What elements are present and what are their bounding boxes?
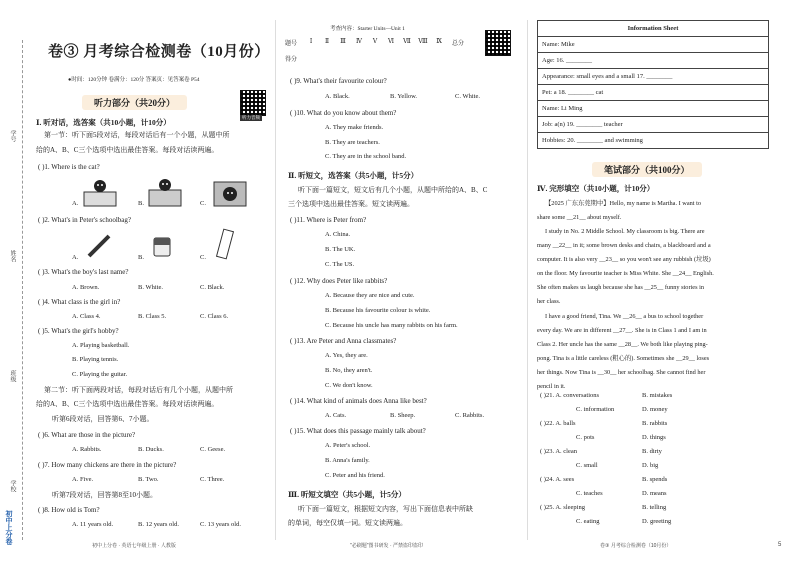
q1-option-a: A. <box>72 200 79 207</box>
ruler-image <box>212 228 240 260</box>
q12-option-c: C. Because his uncle has many rabbits on his farm. <box>325 322 458 329</box>
q14-option-b: B. Sheep. <box>390 412 416 419</box>
writing-header: 笔试部分（共100分） <box>592 162 702 177</box>
exam-meta: ●时间：120分钟 卷满分：120分 答案页：见答案卷 P54 <box>68 77 200 83</box>
gutter-school: 学校 <box>9 480 15 492</box>
q21-option-b: B. mistakes <box>642 392 673 399</box>
p1-line-1: 【2025 广东东莞期中】Hello, my name is Martha. I want to <box>545 200 702 207</box>
question-23: ( )23. A. clean <box>540 448 578 455</box>
q8-option-b: B. 12 years old. <box>138 521 179 528</box>
qr-code-2[interactable] <box>485 30 511 56</box>
gutter-class: 班级 <box>9 370 15 382</box>
score-col-2: Ⅱ <box>324 39 330 45</box>
q7-option-a: A. Five. <box>72 476 94 483</box>
binding-line <box>22 40 23 540</box>
s2-instr-b: 三个选项中选出最佳答案。短文读两遍。 <box>288 200 414 208</box>
info-title: Information Sheet <box>538 21 769 37</box>
eraser-image <box>148 232 176 260</box>
q11-option-b: B. The UK. <box>325 246 356 253</box>
page-number: 5 <box>778 542 782 548</box>
q5-option-a: A. Playing basketball. <box>72 342 130 349</box>
q15-option-b: B. Anna's family. <box>325 457 370 464</box>
score-table-head <box>285 38 469 47</box>
score-row-label: 得分 <box>285 57 298 63</box>
q22-option-b: B. rabbits <box>642 420 668 427</box>
section-2-title: Ⅱ. 听短文，选答案（共5小题，计5分） <box>288 171 419 180</box>
q2-option-c: C. <box>200 254 206 261</box>
qr-label: 听力音频 <box>242 115 260 120</box>
q24-option-b: B. spends <box>642 476 668 483</box>
right-footer: 卷③ 月考综合检测卷（10月份） <box>600 543 672 549</box>
q22-option-c: C. pots <box>576 434 595 441</box>
q1-option-c: C. <box>200 200 206 207</box>
exam-title: 卷③ 月考综合检测卷（10月份） <box>48 44 270 60</box>
cat-box-image-a <box>80 178 120 208</box>
section-1-title: Ⅰ. 听对话，选答案（共10小题，计10分） <box>36 118 171 127</box>
question-7: ( )7. How many chickens are there in the picture? <box>38 461 177 469</box>
info-row-age: Age: 16. ________ <box>538 53 769 69</box>
p2-line-4: pong. Tina is a little careless (粗心的). Sometimes she __29__ loses <box>537 355 710 362</box>
question-8: ( )8. How old is Tom? <box>38 506 100 514</box>
q8-option-a: A. 11 years old. <box>72 521 114 528</box>
question-9: ( )9. What's their favourite colour? <box>290 77 387 85</box>
middle-footer: "必刷题"图书研发 · 严禁盗印盗印 <box>350 543 423 549</box>
p2-line-5: her things. Now Tina is __30__ her schoolbag. She cannot find her <box>537 369 706 376</box>
question-3: ( )3. What's the boy's last name? <box>38 268 129 276</box>
q12-option-a: A. Because they are nice and cute. <box>325 292 415 299</box>
question-5: ( )5. What's the girl's hobby? <box>38 327 119 335</box>
q14-option-a: A. Cats. <box>325 412 347 419</box>
q23-option-b: B. dirty <box>642 448 662 455</box>
score-col-5: Ⅴ <box>372 39 378 45</box>
section-4-title: Ⅳ. 完形填空（共10小题，计10分） <box>537 184 655 193</box>
gutter-name: 姓名 <box>9 250 15 262</box>
q10-option-b: B. They are teachers. <box>325 139 380 146</box>
score-col-1: Ⅰ <box>309 39 313 45</box>
info-row-job: Job: a(n) 19. ________ teacher <box>538 117 769 133</box>
s3-instr-a: 听下面一篇短文，根据短文内容，写出下面信息表中所缺 <box>298 505 473 513</box>
q10-option-c: C. They are in the school band. <box>325 153 407 160</box>
q5-option-c: C. Playing the guitar. <box>72 371 128 378</box>
q24-option-d: D. means <box>642 490 667 497</box>
q13-option-b: B. No, they aren't. <box>325 367 373 374</box>
info-row-hobbies: Hobbies: 20. ________ and swimming <box>538 133 769 149</box>
question-2: ( )2. What's in Peter's schoolbag? <box>38 216 131 224</box>
column-divider-2 <box>527 20 528 540</box>
q14-option-c: C. Rabbits. <box>455 412 485 419</box>
score-col-4: Ⅳ <box>356 39 362 45</box>
p2-line-3: Class 2. Her uncle has the same __28__. We both like playing ping- <box>537 341 708 348</box>
q13-option-a: A. Yes, they are. <box>325 352 368 359</box>
question-21: ( )21. A. conversations <box>540 392 600 399</box>
q4-option-a: A. Class 4. <box>72 313 101 320</box>
column-divider-1 <box>275 20 276 540</box>
score-col-label: 题号 <box>285 41 298 47</box>
p2-line-1: I have a good friend, Tina. We __26__ a bus to school together <box>545 313 704 320</box>
s3-instr-b: 的单词，每空仅填一词。短文读两遍。 <box>288 519 407 527</box>
question-10: ( )10. What do you know about them? <box>290 109 397 117</box>
q2-option-a: A. <box>72 254 79 261</box>
info-row-appearance: Appearance: small eyes and a small 17. ________ <box>538 69 769 85</box>
left-footer: 初中上分卷 · 英语七年级上册 · 人教版 <box>92 543 176 549</box>
s2-instr-a: 听下面一篇短文，短文后有几个小题，从题中所给的A、B、C <box>298 186 488 194</box>
brand-logo: 初中上分卷 <box>5 510 12 545</box>
info-row-name-1: Name: Mike <box>538 37 769 53</box>
p1-line-5: computer. It is also very __23__ so you won't see any rubbish (垃圾) <box>537 256 711 263</box>
q3-option-b: B. White. <box>138 284 163 291</box>
q3-option-a: A. Brown. <box>72 284 100 291</box>
question-25: ( )25. A. sleeping <box>540 504 585 511</box>
q3-option-c: C. Black. <box>200 284 225 291</box>
question-4: ( )4. What class is the girl in? <box>38 298 121 306</box>
q11-option-c: C. The US. <box>325 261 355 268</box>
q25-option-c: C. eating <box>576 518 600 525</box>
score-col-7: Ⅶ <box>403 39 411 45</box>
question-24: ( )24. A. sees <box>540 476 575 483</box>
q25-option-d: D. greeting <box>642 518 672 525</box>
score-col-8: Ⅷ <box>418 39 428 45</box>
q4-option-b: B. Class 5. <box>138 313 167 320</box>
q15-option-c: C. Peter and his friend. <box>325 472 385 479</box>
q10-option-a: A. They make friends. <box>325 124 384 131</box>
question-6: ( )6. What are those in the picture? <box>38 431 136 439</box>
s1-instr-a: 第一节：听下面5段对话，每段对话后有一个小题，从题中所 <box>44 131 230 139</box>
information-sheet <box>537 20 769 149</box>
q21-option-c: C. information <box>576 406 615 413</box>
q6-option-b: B. Ducks. <box>138 446 164 453</box>
q9-option-a: A. Black. <box>325 93 350 100</box>
cat-box-image-c <box>210 178 250 208</box>
q6-option-c: C. Geese. <box>200 446 226 453</box>
q13-option-c: C. We don't know. <box>325 382 373 389</box>
p1-line-8: her class. <box>537 298 561 305</box>
score-col-9: Ⅸ <box>436 39 442 45</box>
p1-line-3: I study in No. 2 Middle School. My classroom is big. There are <box>545 228 705 235</box>
p2-line-6: pencil in it. <box>537 383 566 390</box>
q11-option-a: A. China. <box>325 231 351 238</box>
p1-line-4: many __22__ in it; some brown desks and chairs, a blackboard and a <box>537 242 711 249</box>
p1-line-6: on the floor. My favourite teacher is Miss White. She __24__ English. <box>537 270 714 277</box>
info-row-name-2: Name: Li Ming <box>538 101 769 117</box>
q23-option-c: C. small <box>576 462 598 469</box>
q7-option-b: B. Two. <box>138 476 159 483</box>
q1-option-b: B. <box>138 200 144 207</box>
question-22: ( )22. A. balls <box>540 420 576 427</box>
s1-part2-instr-a: 第二节：听下面两段对话，每段对话后有几个小题，从题中所 <box>44 386 233 394</box>
cat-box-image-b <box>145 178 185 208</box>
question-12: ( )12. Why does Peter like rabbits? <box>290 277 388 285</box>
question-1: ( )1. Where is the cat? <box>38 163 100 171</box>
pencil-image <box>85 232 115 260</box>
qr-code[interactable] <box>240 90 266 116</box>
q8-option-c: C. 13 years old. <box>200 521 241 528</box>
dialogue-7-note: 听第7段对话，回答第8至10小题。 <box>52 491 157 499</box>
listening-header: 听力部分（共20分） <box>82 95 187 110</box>
p1-line-7: She often makes us laugh because she has __25__ funny stories in <box>537 284 705 291</box>
score-col-6: Ⅵ <box>387 39 395 45</box>
score-col-3: Ⅲ <box>340 39 346 45</box>
q9-option-c: C. White. <box>455 93 480 100</box>
scope-header: 考查内容：Starter Units—Unit 1 <box>330 26 405 32</box>
q25-option-b: B. telling <box>642 504 667 511</box>
p1-line-2: share some __21__ about myself. <box>537 214 622 221</box>
s1-part2-instr-b: 给的A、B、C三个选项中选出最佳答案。每段对话读两遍。 <box>36 400 219 408</box>
q23-option-d: D. big <box>642 462 659 469</box>
gutter-student-id: 学号 <box>9 130 15 142</box>
question-13: ( )13. Are Peter and Anna classmates? <box>290 337 397 345</box>
q5-option-b: B. Playing tennis. <box>72 356 119 363</box>
question-11: ( )11. Where is Peter from? <box>290 216 367 224</box>
q4-option-c: C. Class 6. <box>200 313 229 320</box>
q2-option-b: B. <box>138 254 144 261</box>
q6-option-a: A. Rabbits. <box>72 446 102 453</box>
question-14: ( )14. What kind of animals does Anna like best? <box>290 397 427 405</box>
q7-option-c: C. Three. <box>200 476 225 483</box>
q12-option-b: B. Because his favourite colour is white. <box>325 307 431 314</box>
info-row-pet: Pet: a 18. ________ cat <box>538 85 769 101</box>
q15-option-a: A. Peter's school. <box>325 442 371 449</box>
question-15: ( )15. What does this passage mainly talk about? <box>290 427 426 435</box>
section-3-title: Ⅲ. 听短文填空（共5小题，计5分） <box>288 490 406 499</box>
p2-line-2: every day. We are in different __27__. She is in Class 1 and I am in <box>537 327 707 334</box>
s1-instr-b: 给的A、B、C三个选项中选出最佳答案。每段对话读两遍。 <box>36 146 219 154</box>
q9-option-b: B. Yellow. <box>390 93 418 100</box>
q22-option-d: D. things <box>642 434 666 441</box>
score-col-total: 总分 <box>451 41 464 47</box>
q21-option-d: D. money <box>642 406 668 413</box>
q24-option-c: C. teaches <box>576 490 603 497</box>
dialogue-6-note: 听第6段对话，回答第6、7小题。 <box>52 415 154 423</box>
